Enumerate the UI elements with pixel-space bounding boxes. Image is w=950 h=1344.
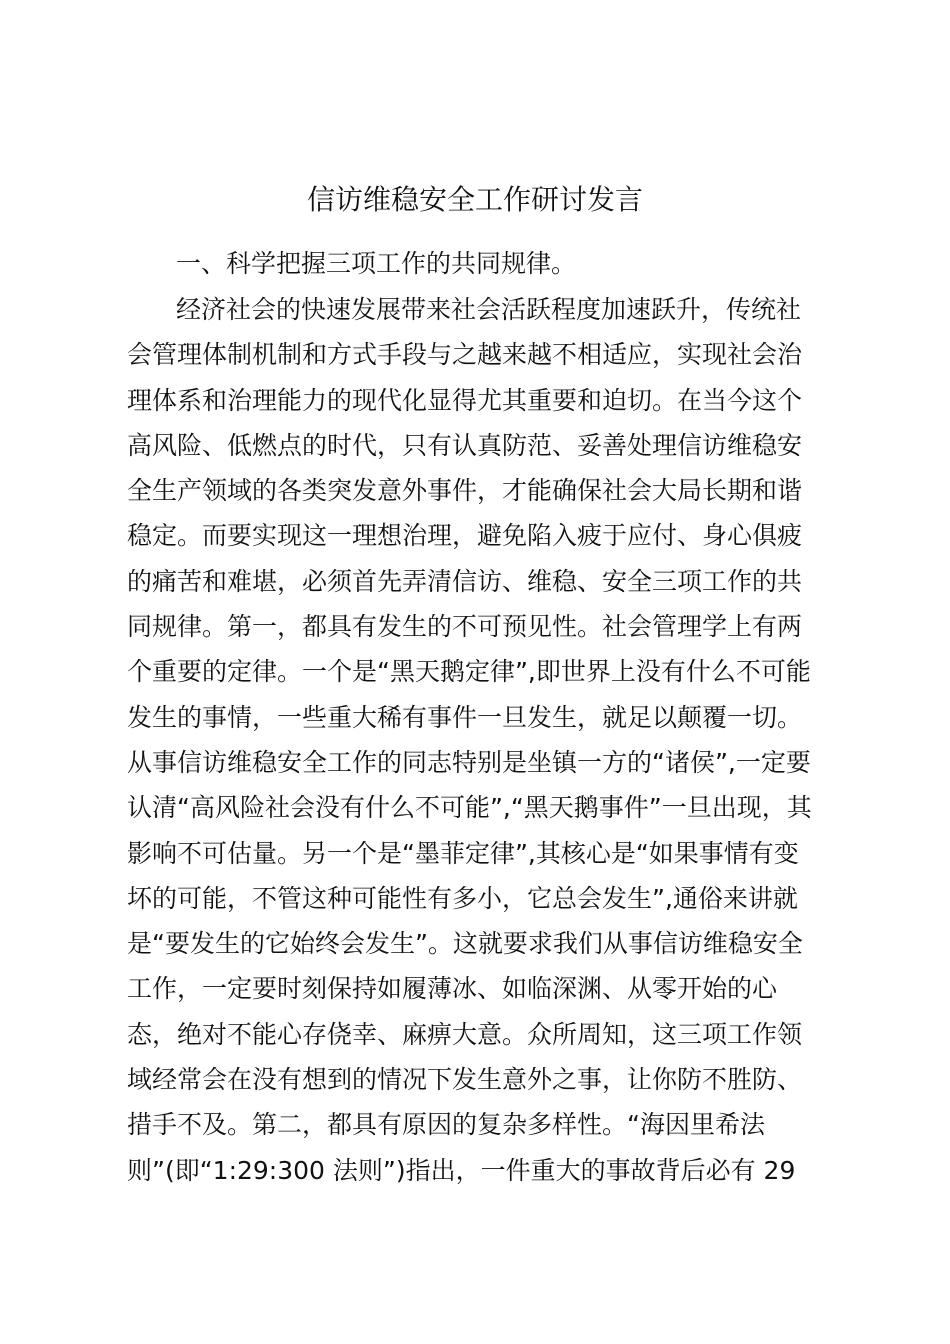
text-line: 认清“高风险社会没有什么不可能”,“黑天鹅事件”一旦出现，其 [127, 793, 812, 823]
text-line: 的痛苦和难堪，必须首先弄清信访、维稳、安全三项工作的共 [127, 566, 803, 596]
text-line: 域经常会在没有想到的情况下发生意外之事，让你防不胜防、 [127, 1065, 803, 1095]
text-line: 影响不可估量。另一个是“墨菲定律”,其核心是“如果事情有变 [127, 838, 799, 868]
text-line: 则”(即“1:29:300 法则”)指出，一件重大的事故背后必有 29 [127, 1155, 796, 1185]
text-line: 同规律。第一，都具有发生的不可预见性。社会管理学上有两 [127, 612, 803, 642]
section-heading: 一、科学把握三项工作的共同规律。 [176, 249, 577, 278]
text-line: 理体系和治理能力的现代化显得尤其重要和迫切。在当今这个 [127, 385, 803, 415]
text-line: 全生产领域的各类突发意外事件，才能确保社会大局长期和谐 [127, 476, 803, 506]
text-line: 是“要发生的它始终会发生”。这就要求我们从事信访维稳安全 [127, 929, 803, 959]
text-line: 坏的可能，不管这种可能性有多小，它总会发生”,通俗来讲就 [127, 883, 798, 913]
text-line: 经济社会的快速发展带来社会活跃程度加速跃升，传统社 [176, 295, 802, 324]
text-line: 措手不及。第二，都具有原因的复杂多样性。“海因里希法 [127, 1110, 765, 1140]
text-line: 工作，一定要时刻保持如履薄冰、如临深渊、从零开始的心 [127, 974, 778, 1004]
text-line: 个重要的定律。一个是“黑天鹅定律”,即世界上没有什么不可能 [127, 657, 811, 687]
text-line: 会管理体制机制和方式手段与之越来越不相适应，实现社会治 [127, 340, 803, 370]
text-line: 发生的事情，一些重大稀有事件一旦发生，就足以颠覆一切。 [127, 702, 803, 732]
body-text [127, 287, 837, 1193]
text-line: 态，绝对不能心存侥幸、麻痹大意。众所周知，这三项工作领 [127, 1019, 803, 1049]
text-line: 稳定。而要实现这一理想治理，避免陷入疲于应付、身心俱疲 [127, 521, 803, 551]
text-line: 从事信访维稳安全工作的同志特别是坐镇一方的“诸侯”,一定要 [127, 747, 811, 777]
document-title: 信访维稳安全工作研讨发言 [306, 183, 643, 216]
text-line: 高风险、低燃点的时代，只有认真防范、妥善处理信访维稳安 [127, 430, 803, 460]
